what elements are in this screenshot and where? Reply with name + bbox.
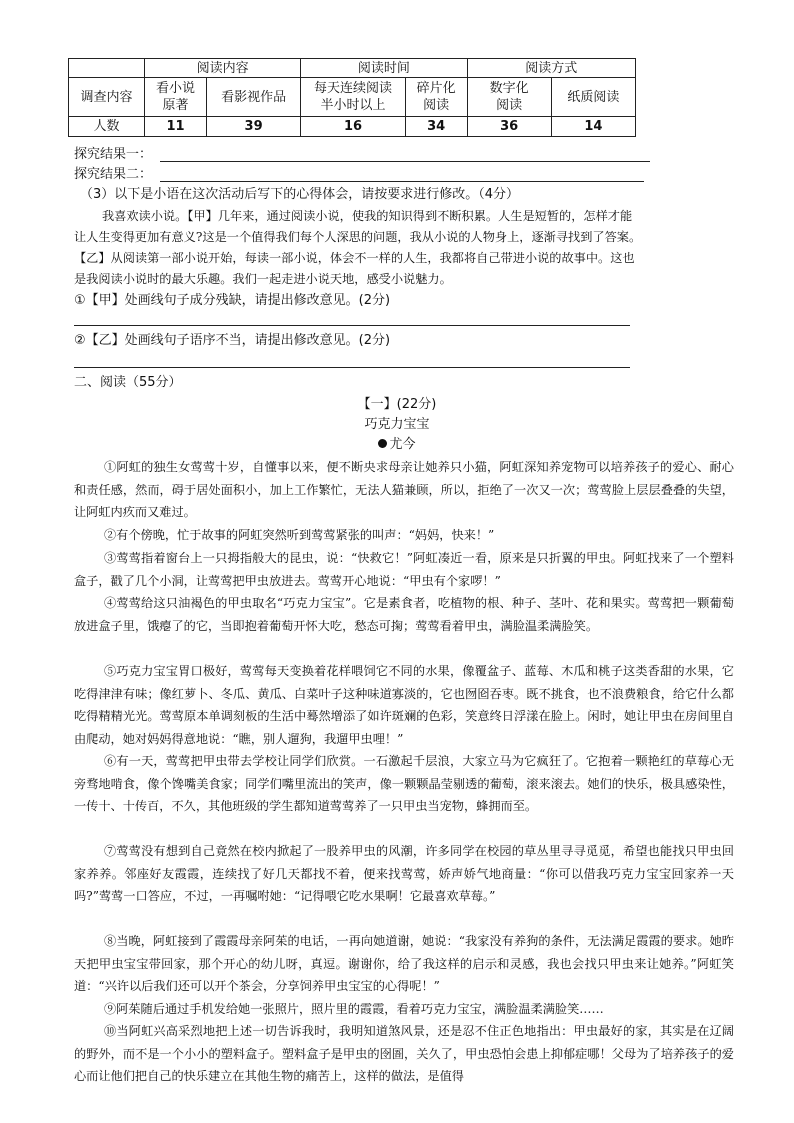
- table-row-count: [69, 117, 636, 137]
- passage-line: 让人生变得更加有意义?这是一个值得我们每个人深思的问题，我从小说的人物身上，逐渐寻找到了答案。: [74, 230, 642, 244]
- table-cell: 纸质阅读: [551, 78, 635, 117]
- result1-label: 探究结果一：: [74, 147, 153, 162]
- table-cell: 每天连续阅读 半小时以上: [301, 78, 405, 117]
- table-cell: 数字化 阅读: [467, 78, 551, 117]
- answer-line-3-1[interactable]: [74, 325, 630, 326]
- story-paragraph-5: ⑤巧克力宝宝胃口极好，莺莺每天变换着花样喂饲它不同的水果，像覆盆子、蓝莓、木瓜和桃子这类香甜的水果，它吃得津津有味；像红萝卜、冬瓜、黄瓜、白菜叶子这种味道寡淡的，它也囫囵吞枣。既不挑食，也不浪费粮食，给它什么都吃得精精光光。莺莺原本单调刻板的生活中蓦然增添了如许斑斓的色彩，笑意终日浮漾在脸上。闲时，她让甲虫在房间里自由爬动，她对妈妈得意地说：“瞧，别人遛狗，我遛甲虫哩！”: [74, 664, 734, 746]
- table-cell: 39: [206, 117, 300, 137]
- table-cell: 16: [301, 117, 405, 137]
- table-corner-cell: [69, 59, 145, 78]
- passage-line: 是我阅读小说时的最大乐趣。我们一起走进小说天地，感受小说魅力。: [74, 272, 452, 286]
- result2-label: 探究结果二：: [74, 167, 153, 182]
- answer-line-3-2[interactable]: [74, 367, 630, 368]
- story-paragraph-2: ②有个傍晚，忙于故事的阿虹突然听到莺莺紧张的叫声：“妈妈，快来！”: [104, 528, 495, 542]
- part-heading: 【一】(22分): [357, 397, 437, 412]
- question-3-1: ①【甲】处画线句子成分残缺，请提出修改意见。(2分): [74, 293, 391, 308]
- row-label-survey: 调查内容: [69, 78, 145, 117]
- table-row-survey: [69, 78, 636, 117]
- story-paragraph-10: ⑩当阿虹兴高采烈地把上述一切告诉我时，我明知道煞风景，还是忍不住正色地指出：甲虫最好的家，其实是在辽阔的野外，而不是一个小小的塑料盒子。塑料盒子是甲虫的囹圄，关久了，甲虫恐怕会患上抑郁症哪！父母为了培养孩子的爱心而让他们把自己的快乐建立在其他生物的痛苦上，这样的做法，是值得: [74, 1024, 734, 1083]
- bullet-dot-icon: [378, 439, 387, 448]
- q3-title: （3）以下是小语在这次活动后写下的心得体会，请按要求进行修改。（4分）: [80, 187, 520, 202]
- table-cell: 36: [467, 117, 551, 137]
- passage-line: 【乙】从阅读第一部小说开始，每读一部小说，体会不一样的人生，我都将自己带进小说的故事中。这也: [74, 251, 635, 265]
- survey-table: [68, 58, 636, 137]
- story-paragraph-9: ⑨阿茱随后通过手机发给她一张照片，照片里的霞霞，看着巧克力宝宝，满脸温柔满脸笑……: [104, 1002, 604, 1016]
- table-cell: 11: [145, 117, 207, 137]
- result2-answer-line[interactable]: [160, 181, 644, 182]
- story-paragraph-1: ①阿虹的独生女莺莺十岁，自懂事以来，便不断央求母亲让她养只小猫，阿虹深知养宠物可以培养孩子的爱心、耐心和责任感，然而，碍于居处面积小，加上工作繁忙，无法人猫兼顾，所以，拒绝了一次又一次；莺莺脸上层层叠叠的失望，让阿虹内疚而又难过。: [74, 460, 734, 519]
- result1-answer-line[interactable]: [160, 161, 650, 162]
- story-paragraph-3: ③莺莺指着窗台上一只拇指般大的昆虫，说：“快救它！”阿虹凑近一看，原来是只折翼的甲虫。阿虹找来了一个塑料盒子，戳了几个小洞，让莺莺把甲虫放进去。莺莺开心地说：“甲虫有个家啰！”: [74, 551, 734, 588]
- author-line: [0, 436, 794, 454]
- row-label-count: 人数: [69, 117, 145, 137]
- table-header-row: [69, 59, 636, 78]
- table-cell: 碎片化 阅读: [405, 78, 467, 117]
- header-reading-content: 阅读内容: [145, 59, 301, 78]
- story-paragraph-6: ⑥有一天，莺莺把甲虫带去学校让同学们欣赏。一石激起千层浪，大家立马为它疯狂了。它抱着一颗艳红的草莓心无旁骛地啃食，像个馋嘴美食家；同学们嘴里流出的笑声，像一颗颗晶莹剔透的葡萄，滚来滚去。她们的快乐，极具感染性，一传十、十传百，不久，其他班级的学生都知道莺莺养了一只甲虫当宠物，蜂拥而至。: [74, 754, 734, 813]
- section-heading: 二、阅读（55分）: [74, 375, 182, 390]
- story-paragraph-8: ⑧当晚，阿虹接到了霞霞母亲阿茱的电话，一再向她道谢，她说：“我家没有养狗的条件，无法满足霞霞的要求。她昨天把甲虫宝宝带回家，那个开心的幼儿呀，真逗。谢谢你，给了我这样的启示和灵感，我也会找只甲虫来让她养。”阿虹笑道：“兴许以后我们还可以开个茶会，分享饲养甲虫宝宝的心得呢！”: [74, 934, 734, 993]
- header-reading-method: 阅读方式: [467, 59, 635, 78]
- table-cell: 34: [405, 117, 467, 137]
- table-cell: 14: [551, 117, 635, 137]
- story-paragraph-7: ⑦莺莺没有想到自己竟然在校内掀起了一股养甲虫的风潮，许多同学在校园的草丛里寻寻觅觅，希望也能找只甲虫回家养养。邻座好友霞霞，连续找了好几天都找不着，便来找莺莺，娇声娇气地商量：“你可以借我巧克力宝宝回家养一天吗?”莺莺一口答应，不过，一再嘱咐她：“记得喂它吃水果啊！它最喜欢草莓。”: [74, 844, 734, 903]
- table-cell: 看小说 原著: [145, 78, 207, 117]
- table-cell: 看影视作品: [206, 78, 300, 117]
- header-reading-time: 阅读时间: [301, 59, 467, 78]
- author-name: 尤今: [389, 437, 416, 452]
- question-3-2: ②【乙】处画线句子语序不当，请提出修改意见。(2分): [74, 333, 391, 348]
- story-paragraph-4: ④莺莺给这只油褐色的甲虫取名“巧克力宝宝”。它是素食者，吃植物的根、种子、茎叶、花和果实。莺莺把一颗葡萄放进盒子里，饿瘪了的它，当即抱着葡萄开怀大吃，愁态可掬；莺莺看着甲虫，满脸温柔满脸笑。: [74, 596, 734, 633]
- story-title: 巧克力宝宝: [364, 417, 430, 432]
- passage-line: 我喜欢读小说。【甲】几年来，通过阅读小说，使我的知识得到不断积累。人生是短暂的，怎样才能: [102, 209, 633, 223]
